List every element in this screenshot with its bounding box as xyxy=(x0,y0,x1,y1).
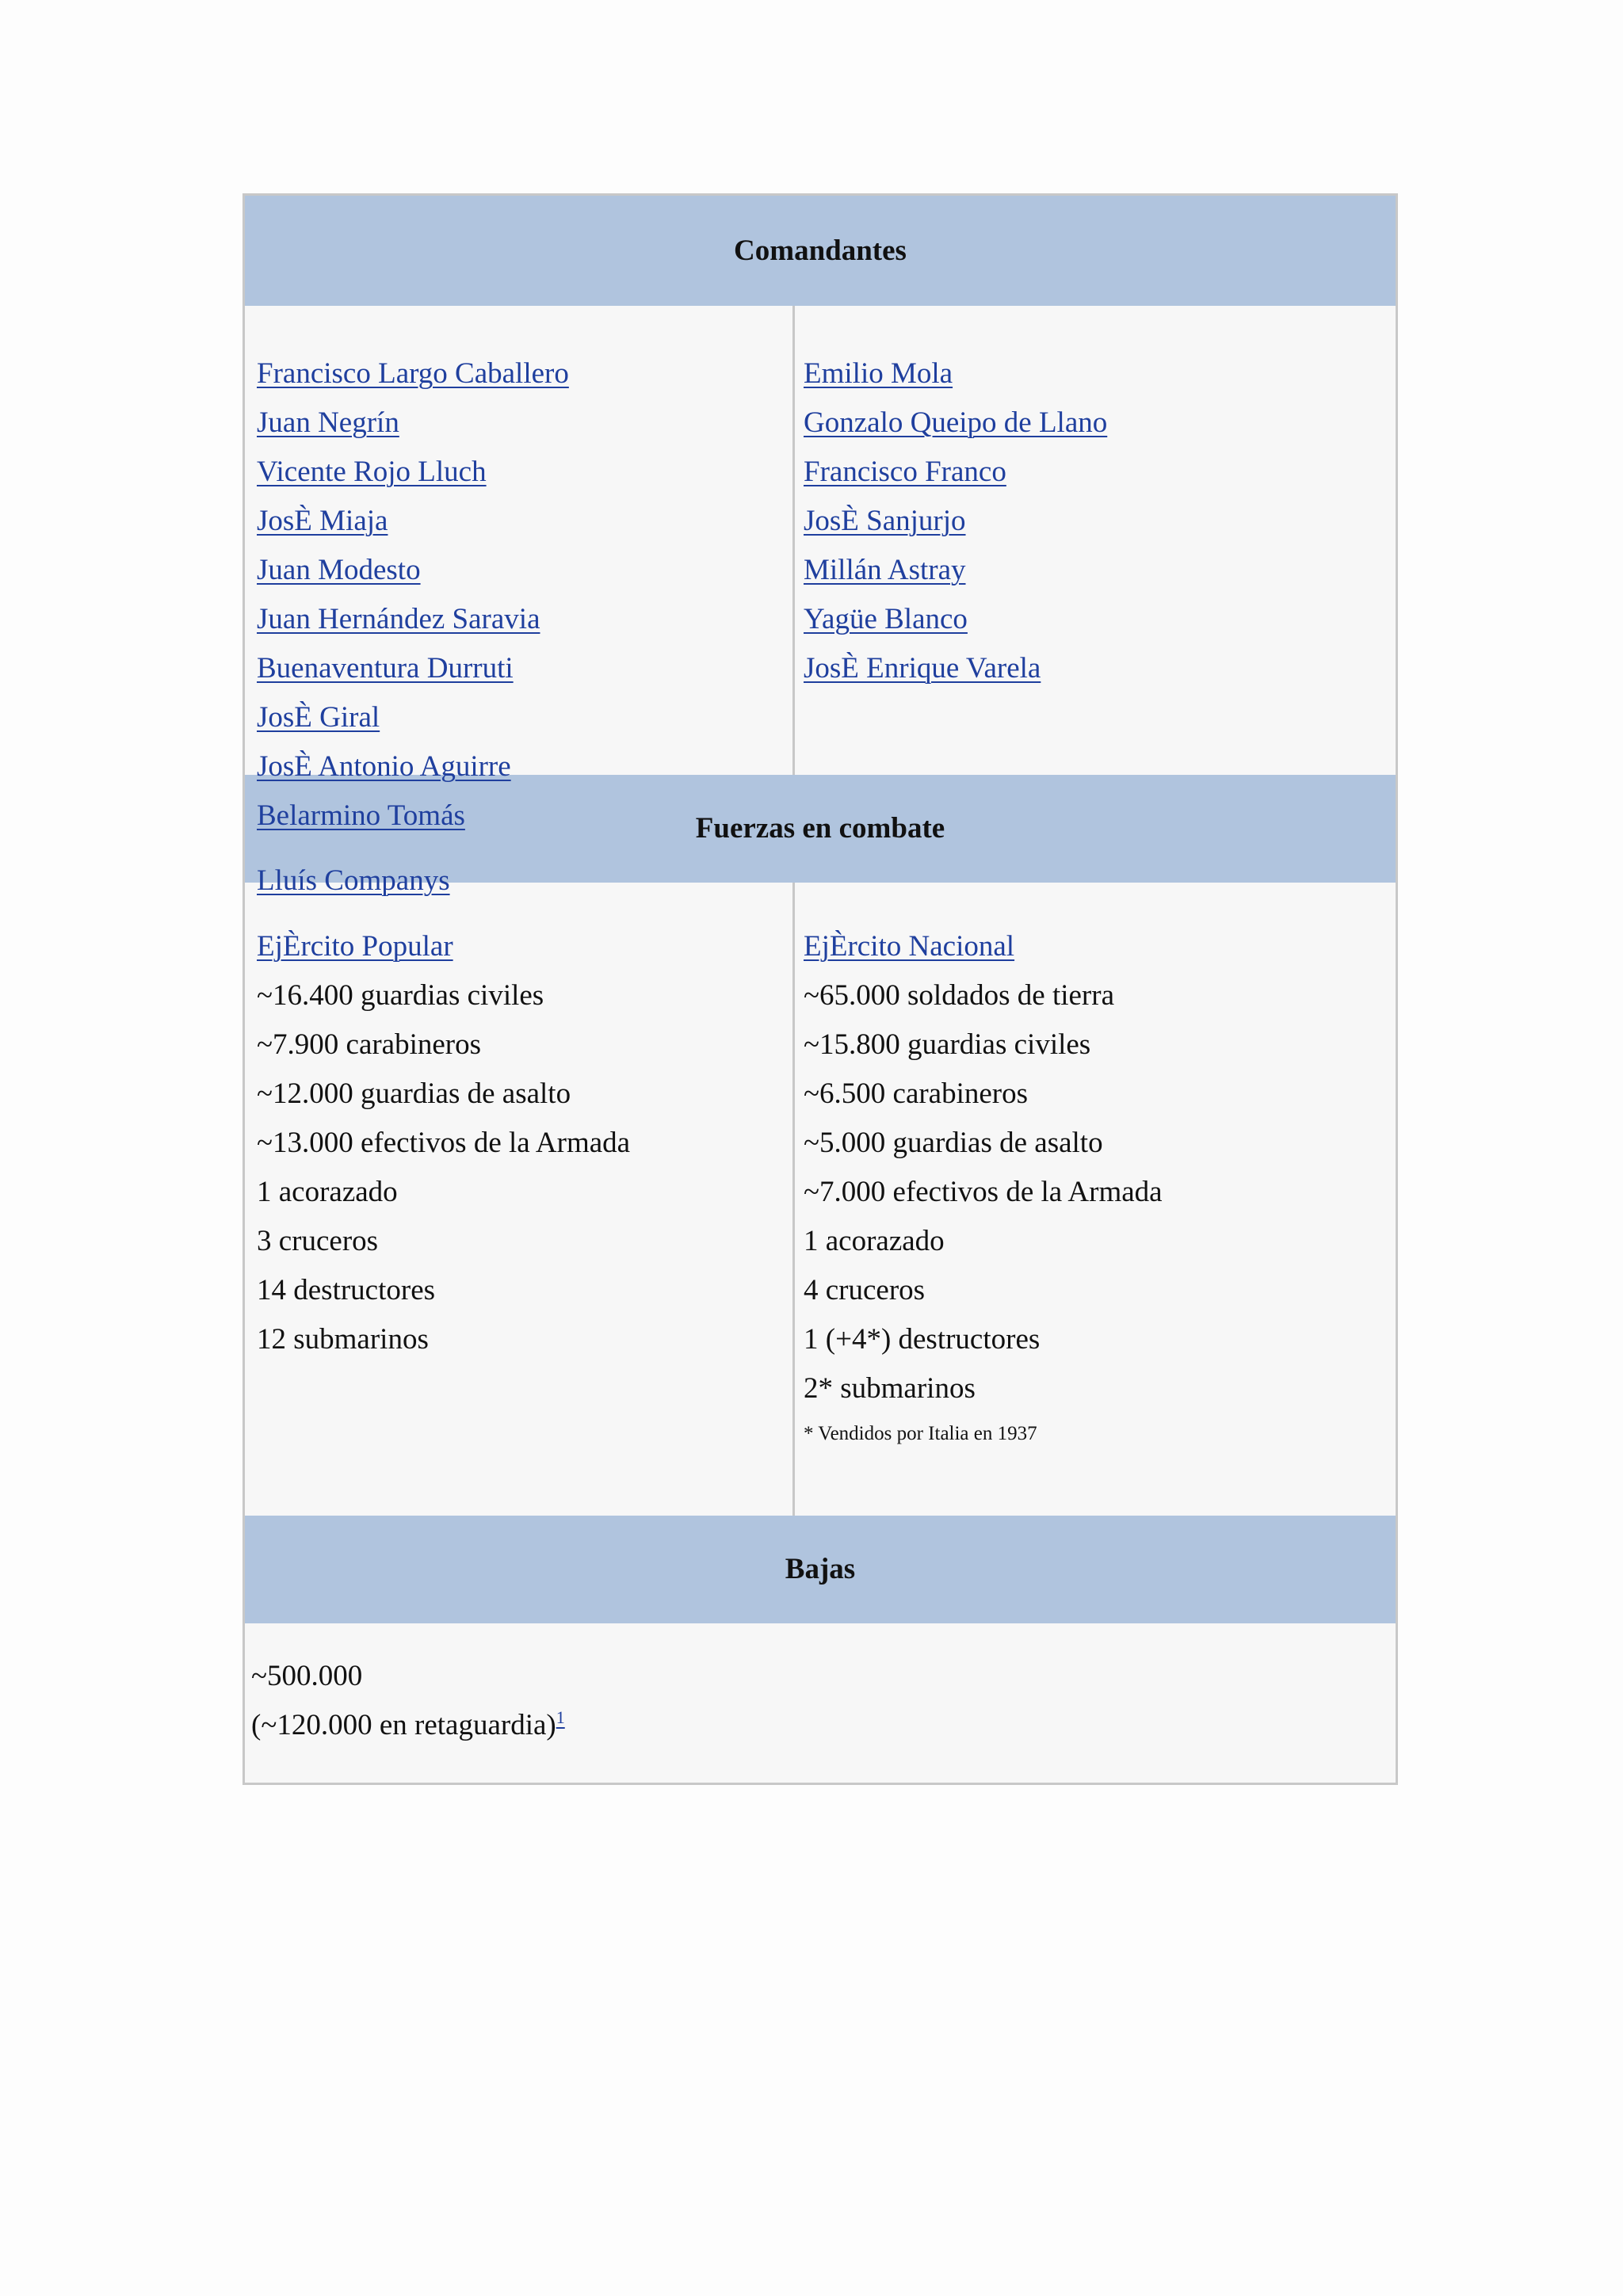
commander-item xyxy=(257,349,792,399)
fuerzas-left-column xyxy=(245,883,795,1516)
commander-link[interactable]: JosÈ Sanjurjo xyxy=(804,505,966,537)
commander-link[interactable]: Millán Astray xyxy=(804,554,966,586)
commander-link[interactable]: JosÈ Miaja xyxy=(257,505,388,537)
commander-link[interactable]: Juan Negrín xyxy=(257,406,399,439)
commander-item xyxy=(804,644,1396,693)
bajas-retaguardia-text: (~120.000 en retaguardia) xyxy=(251,1709,556,1741)
commander-link[interactable]: JosÈ Enrique Varela xyxy=(804,652,1041,685)
ejercito-nacional-link[interactable]: EjÈrcito Nacional xyxy=(804,930,1015,963)
force-item: ~7.000 efectivos de la Armada xyxy=(804,1176,1163,1208)
commander-item xyxy=(804,546,1396,595)
force-item: ~13.000 efectivos de la Armada xyxy=(257,1127,631,1159)
commander-link[interactable]: JosÈ Giral xyxy=(257,701,380,734)
commander-item xyxy=(257,399,792,448)
force-item: ~12.000 guardias de asalto xyxy=(257,1077,571,1110)
header-bajas: Bajas xyxy=(245,1516,1396,1623)
commander-item xyxy=(257,595,792,644)
commander-link[interactable]: Yagüe Blanco xyxy=(804,603,968,635)
comandantes-left-column xyxy=(245,306,795,897)
commander-item xyxy=(804,399,1396,448)
commander-link[interactable]: Francisco Largo Caballero xyxy=(257,357,569,390)
commander-link[interactable]: JosÈ Antonio Aguirre xyxy=(257,750,511,783)
force-item: 2* submarinos xyxy=(804,1372,976,1405)
commander-item xyxy=(257,644,792,693)
bajas-body xyxy=(245,1623,1396,1783)
force-item: 1 (+4*) destructores xyxy=(804,1323,1041,1356)
force-item: ~15.800 guardias civiles xyxy=(804,1028,1091,1061)
commander-link[interactable]: Buenaventura Durruti xyxy=(257,652,514,685)
header-fuerzas: Fuerzas en combate xyxy=(245,775,1396,883)
force-item: ~6.500 carabineros xyxy=(804,1077,1029,1110)
commander-link[interactable]: Juan Hernández Saravia xyxy=(257,603,540,635)
header-comandantes: Comandantes xyxy=(245,196,1396,306)
force-item: 12 submarinos xyxy=(257,1323,429,1356)
force-item: 1 acorazado xyxy=(257,1176,398,1208)
commander-item xyxy=(257,693,792,742)
commander-item xyxy=(257,546,792,595)
bajas-retaguardia xyxy=(251,1701,1396,1750)
force-item: ~16.400 guardias civiles xyxy=(257,979,544,1012)
force-item: ~65.000 soldados de tierra xyxy=(804,979,1114,1012)
ejercito-popular-link[interactable]: EjÈrcito Popular xyxy=(257,930,453,963)
force-item: ~7.900 carabineros xyxy=(257,1028,482,1061)
fuerzas-right-column xyxy=(795,883,1396,1516)
commander-link[interactable]: Gonzalo Queipo de Llano xyxy=(804,406,1108,439)
commander-item xyxy=(804,497,1396,546)
commander-link[interactable]: Lluís Companys xyxy=(257,864,450,897)
commander-item xyxy=(804,448,1396,497)
fuerzas-row xyxy=(245,883,1396,1516)
force-item: 4 cruceros xyxy=(804,1274,926,1306)
force-item: 1 acorazado xyxy=(804,1225,945,1257)
footnote: * Vendidos por Italia en 1937 xyxy=(804,1423,1037,1444)
force-item: 3 cruceros xyxy=(257,1225,379,1257)
bajas-total: ~500.000 xyxy=(251,1660,363,1692)
force-item: ~5.000 guardias de asalto xyxy=(804,1127,1103,1159)
commander-link[interactable]: Francisco Franco xyxy=(804,456,1006,488)
force-item: 14 destructores xyxy=(257,1274,436,1306)
commander-item xyxy=(804,349,1396,399)
commander-link[interactable]: Juan Modesto xyxy=(257,554,421,586)
infobox-table xyxy=(242,193,1398,1785)
comandantes-right-column xyxy=(795,306,1396,775)
commander-link[interactable]: Vicente Rojo Lluch xyxy=(257,456,487,488)
commander-item xyxy=(804,595,1396,644)
commander-link[interactable]: Emilio Mola xyxy=(804,357,953,390)
force-title xyxy=(257,922,792,971)
reference-link[interactable]: 1 xyxy=(556,1707,565,1727)
commander-item xyxy=(257,448,792,497)
force-title xyxy=(804,922,1396,971)
commander-item xyxy=(257,497,792,546)
commander-link[interactable]: Belarmino Tomás xyxy=(257,799,465,832)
